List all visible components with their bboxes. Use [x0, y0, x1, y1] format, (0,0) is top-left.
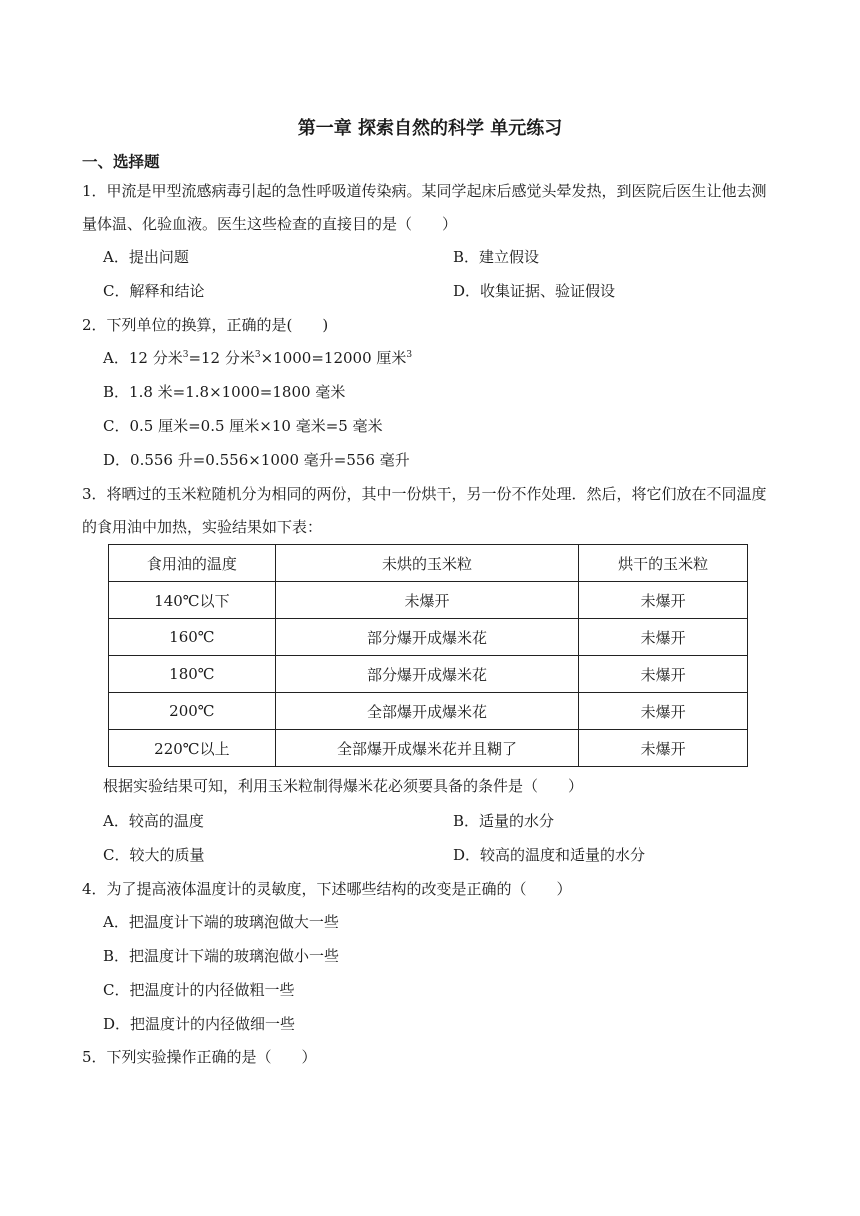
option-a-part-3: ×1000=12000 厘米 [260, 349, 407, 367]
question-3-after-table: 根据实验结果可知，利用玉米粒制得爆米花必须要具备的条件是（ ） [103, 777, 584, 795]
table-cell: 未爆开 [579, 730, 748, 767]
option-a-part-2: =12 分米 [188, 349, 255, 367]
question-3-option-d[interactable]: D．较高的温度和适量的水分 [453, 846, 646, 864]
question-2-stem: 2．下列单位的换算，正确的是( ) [82, 316, 329, 334]
table-row [109, 730, 748, 767]
option-a-sup-2: 3 [254, 350, 261, 360]
table-cell: 160℃ [109, 619, 276, 656]
option-a-sup-1: 3 [182, 350, 189, 360]
table-header-cell: 烘干的玉米粒 [579, 545, 748, 582]
table-row [109, 619, 748, 656]
question-3-line-1: 3．将晒过的玉米粒随机分为相同的两份，其中一份烘干，另一份不作处理．然后，将它们放在不同温度 [82, 485, 767, 503]
question-3-option-b[interactable]: B．适量的水分 [453, 812, 555, 830]
table-cell: 未爆开 [579, 582, 748, 619]
table-row [109, 693, 748, 730]
table-row [109, 582, 748, 619]
question-1-line-1: 1．甲流是甲型流感病毒引起的急性呼吸道传染病。某同学起床后感觉头晕发热，到医院后医生让他去测 [82, 182, 767, 200]
question-1-line-2: 量体温、化验血液。医生这些检查的直接目的是（ ） [82, 215, 458, 233]
table-cell: 部分爆开成爆米花 [275, 656, 578, 693]
results-table [108, 544, 748, 767]
table-header-cell: 未烘的玉米粒 [275, 545, 578, 582]
question-1-option-b[interactable]: B．建立假设 [453, 248, 540, 266]
question-2-option-a[interactable] [103, 348, 412, 368]
question-2-option-b[interactable]: B．1.8 米=1.8×1000=1800 毫米 [103, 383, 346, 401]
question-1-option-a[interactable]: A．提出问题 [103, 248, 189, 266]
table-cell: 未爆开 [579, 656, 748, 693]
question-2-option-c[interactable]: C．0.5 厘米=0.5 厘米×10 毫米=5 毫米 [103, 417, 383, 435]
table-cell: 未爆开 [579, 693, 748, 730]
question-3-option-c[interactable]: C．较大的质量 [103, 846, 205, 864]
question-4-stem: 4．为了提高液体温度计的灵敏度，下述哪些结构的改变是正确的（ ） [82, 880, 572, 898]
question-1-option-d[interactable]: D．收集证据、验证假设 [453, 282, 616, 300]
question-3-line-2: 的食用油中加热，实验结果如下表： [82, 518, 323, 536]
option-a-part-1: A．12 分米 [103, 349, 183, 367]
page-title: 第一章 探索自然的科学 单元练习 [297, 118, 563, 139]
question-2-option-d[interactable]: D．0.556 升=0.556×1000 毫升=556 毫升 [103, 451, 410, 469]
table-row [109, 656, 748, 693]
question-5-stem: 5．下列实验操作正确的是（ ） [82, 1048, 317, 1066]
table-header-row [109, 545, 748, 582]
option-a-sup-3: 3 [406, 350, 413, 360]
question-3-option-a[interactable]: A．较高的温度 [103, 812, 204, 830]
question-4-option-c[interactable]: C．把温度计的内径做粗一些 [103, 981, 295, 999]
table-cell: 未爆开 [579, 619, 748, 656]
table-cell: 全部爆开成爆米花 [275, 693, 578, 730]
question-4-option-a[interactable]: A．把温度计下端的玻璃泡做大一些 [103, 913, 339, 931]
table-cell: 200℃ [109, 693, 276, 730]
section-heading: 一、选择题 [82, 153, 160, 171]
question-4-option-d[interactable]: D．把温度计的内径做细一些 [103, 1015, 296, 1033]
question-4-option-b[interactable]: B．把温度计下端的玻璃泡做小一些 [103, 947, 340, 965]
table-cell: 180℃ [109, 656, 276, 693]
question-1-option-c[interactable]: C．解释和结论 [103, 282, 205, 300]
table-cell: 部分爆开成爆米花 [275, 619, 578, 656]
table-header-cell: 食用油的温度 [109, 545, 276, 582]
table-cell: 140℃以下 [109, 582, 276, 619]
table-cell: 未爆开 [275, 582, 578, 619]
table-cell: 220℃以上 [109, 730, 276, 767]
table-cell: 全部爆开成爆米花并且糊了 [275, 730, 578, 767]
